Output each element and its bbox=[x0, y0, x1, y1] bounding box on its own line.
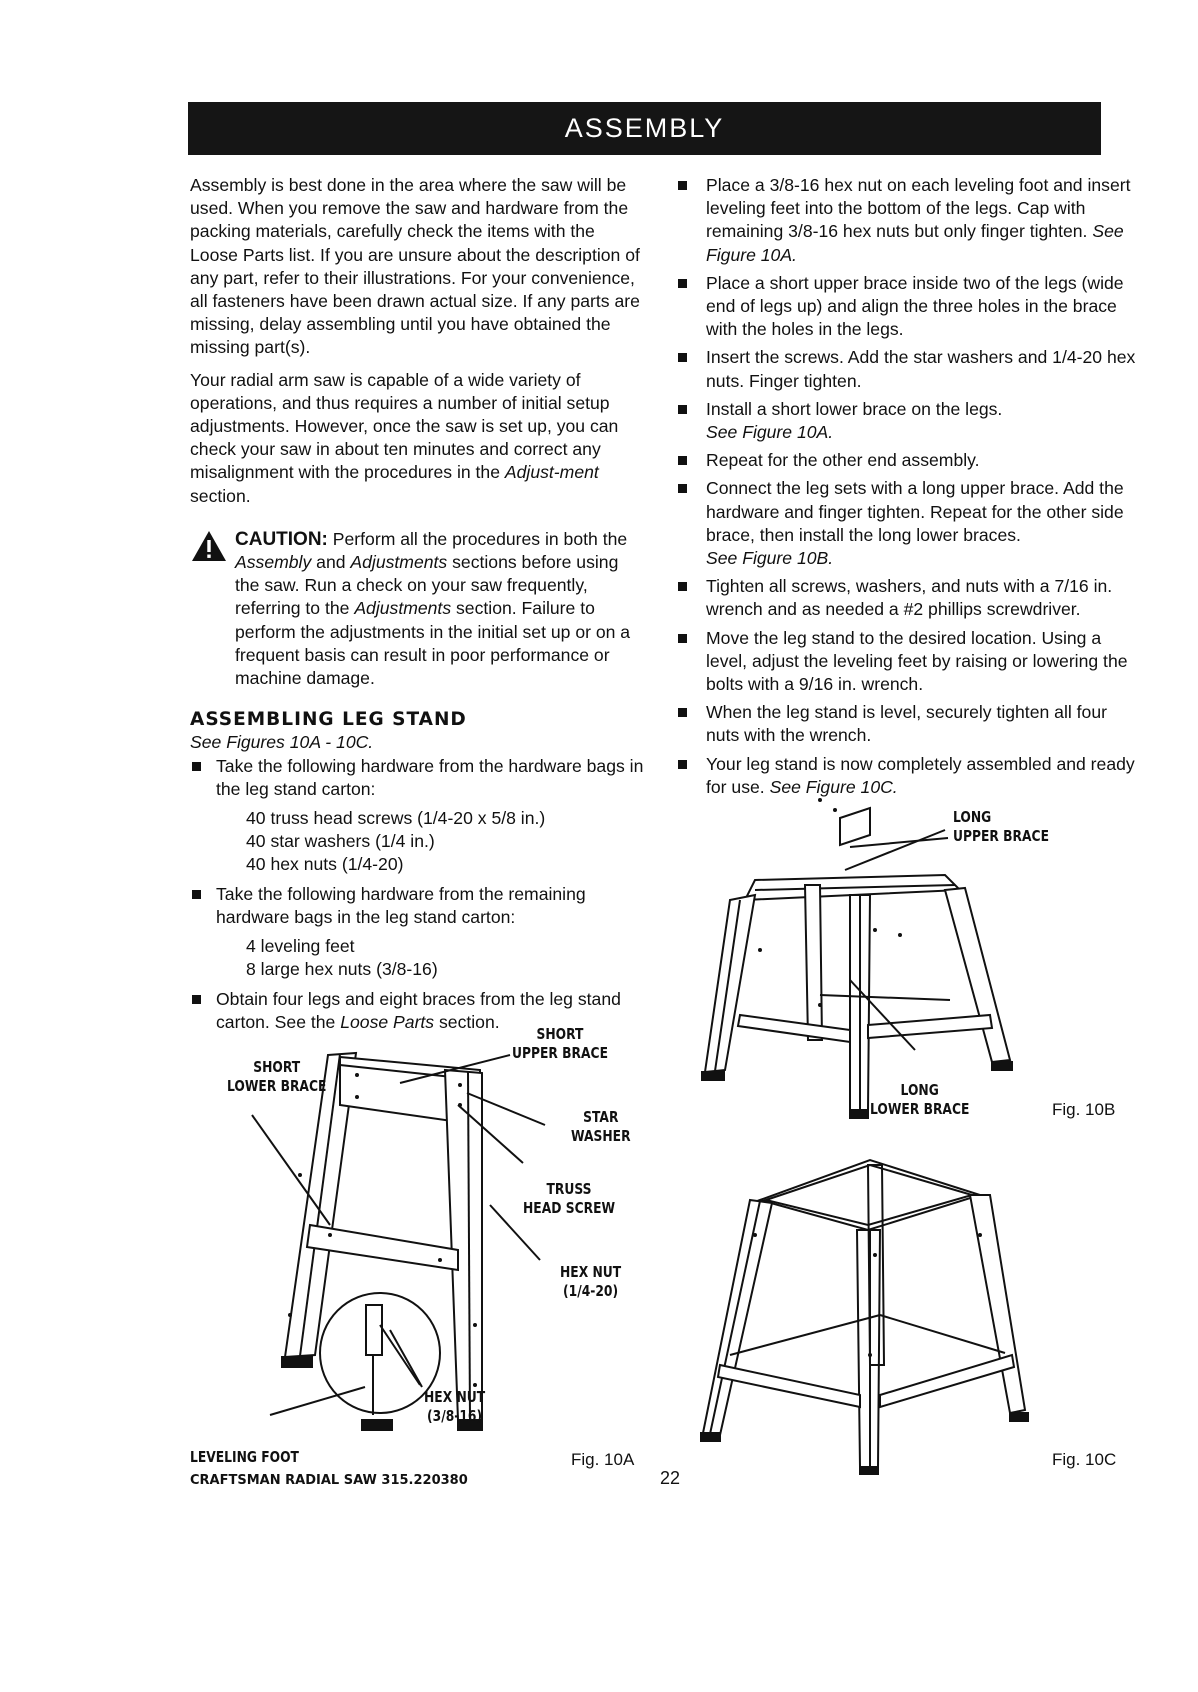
list-subitem: 8 large hex nuts (3/8-16) bbox=[246, 959, 438, 980]
text: Tighten all screws, washers, and nuts with a 7/16 in. wrench and as needed a #2 phillips screwdriver. bbox=[706, 576, 1113, 620]
label-line: SHORT bbox=[536, 1025, 584, 1043]
text: Move the leg stand to the desired location. Using a level, adjust the leveling feet by raising or lowering the bolts with a 9/16 in. wrench. bbox=[706, 627, 1128, 695]
text: Connect the leg sets with a long upper brace. Add the hardware and finger tighten. Repeat for the other side brace, then install the long lower braces. bbox=[706, 478, 1124, 545]
label-line: LOWER BRACE bbox=[227, 1077, 327, 1095]
text: Your radial arm saw is capable of a wide variety of operations, and thus requires a number of initial setup adjustments. However, once the saw is set up, you can check your saw in about ten minutes and correct any misalignment with the procedures in the bbox=[190, 369, 619, 483]
caution-block bbox=[190, 528, 645, 690]
text: Your leg stand is now completely assembled and ready for use. bbox=[706, 753, 1135, 797]
section-see-figures: See Figures 10A - 10C. bbox=[190, 732, 374, 753]
label-line: HEX NUT bbox=[424, 1388, 486, 1406]
figure-caption-10c: Fig. 10C bbox=[1052, 1450, 1117, 1469]
label-line: SHORT bbox=[253, 1058, 301, 1076]
text: Repeat for the other end assembly. bbox=[706, 450, 980, 471]
caution-heading: CAUTION: bbox=[235, 528, 328, 550]
list-item bbox=[676, 346, 1138, 392]
list-item bbox=[676, 398, 1138, 444]
list-subitem: 40 hex nuts (1/4-20) bbox=[246, 854, 404, 875]
left-bullet-list bbox=[190, 755, 645, 1034]
label-line: LONG bbox=[953, 808, 992, 826]
list-item bbox=[676, 477, 1138, 570]
label-leveling-foot: LEVELING FOOT bbox=[190, 1448, 299, 1466]
footer-model bbox=[190, 1473, 468, 1488]
list-item bbox=[190, 755, 645, 877]
label-long-lower-brace bbox=[870, 1081, 969, 1119]
text: Take the following hardware from the remaining hardware bags in the leg stand carton: bbox=[216, 883, 586, 927]
italic-text: See Figure 10A. bbox=[706, 422, 834, 443]
intro-paragraph: Assembly is best done in the area where the saw will be used. When you remove the saw and hardware from the packing materials, carefully check the items with the Loose Parts list. If you are unsure about the description of any part, refer to their illustrations. For your convenience, all fasteners have been drawn actual size. If any parts are missing, delay assembling until you have obtained the missing part(s). bbox=[190, 175, 640, 358]
left-column bbox=[190, 174, 645, 1038]
hardware-list bbox=[216, 935, 645, 981]
italic-text: Assembly bbox=[235, 552, 312, 573]
text: Insert the screws. Add the star washers and 1/4-20 hex nuts. Finger tighten. bbox=[706, 347, 1136, 391]
label-line: (1/4-20) bbox=[563, 1282, 619, 1300]
page-number: 22 bbox=[660, 1468, 681, 1488]
list-item bbox=[190, 883, 645, 982]
label-line: UPPER BRACE bbox=[953, 827, 1049, 845]
list-item bbox=[676, 575, 1138, 621]
label-line: WASHER bbox=[571, 1127, 631, 1145]
right-column bbox=[676, 174, 1138, 804]
text: Obtain four legs and eight braces from the leg stand carton. See the bbox=[216, 988, 621, 1032]
label-line: UPPER BRACE bbox=[512, 1044, 608, 1062]
label-hex-nut-1-4 bbox=[560, 1263, 621, 1301]
text: Place a 3/8-16 hex nut on each leveling foot and insert leveling feet into the bottom of the legs. Cap with remaining 3/8-16 hex nuts but only finger tighten. bbox=[706, 175, 1131, 242]
text: Take the following hardware from the hardware bags in the leg stand carton: bbox=[216, 755, 644, 799]
label-line: (3/8-16) bbox=[427, 1407, 483, 1425]
italic-text: Adjust-ment bbox=[504, 462, 599, 483]
figure-10c-assembled-stand bbox=[700, 1155, 1030, 1475]
figure-caption-10a: Fig. 10A bbox=[571, 1450, 635, 1469]
italic-text: See Figure 10A. bbox=[706, 221, 1124, 265]
model-number: RADIAL SAW 315.220380 bbox=[280, 1473, 468, 1488]
list-subitem: 4 leveling feet bbox=[246, 936, 355, 957]
section-title: ASSEMBLING LEG STAND bbox=[190, 709, 467, 731]
list-item bbox=[676, 272, 1138, 342]
figure-caption-10b: Fig. 10B bbox=[1052, 1100, 1116, 1119]
list-item bbox=[676, 174, 1138, 267]
text: When the leg stand is level, securely tighten all four nuts with the wrench. bbox=[706, 702, 1107, 746]
label-hex-nut-3-8 bbox=[424, 1388, 485, 1426]
label-line: HEX NUT bbox=[560, 1263, 622, 1281]
label-truss-head-screw bbox=[523, 1180, 615, 1218]
label-line: TRUSS bbox=[546, 1180, 592, 1198]
hardware-list bbox=[216, 807, 645, 877]
text: Place a short upper brace inside two of the legs (wide end of legs up) and align the three holes in the brace with the holes in the legs. bbox=[706, 272, 1124, 340]
brand-name: CRAFTSMAN bbox=[190, 1473, 281, 1488]
text: section. bbox=[190, 485, 251, 506]
label-line: LOWER BRACE bbox=[870, 1100, 970, 1118]
list-subitem: 40 truss head screws (1/4-20 x 5/8 in.) bbox=[246, 808, 546, 829]
italic-text: See Figure 10C. bbox=[769, 776, 898, 797]
intro-paragraph-2 bbox=[190, 369, 645, 508]
page-header: ASSEMBLY bbox=[188, 102, 1101, 155]
label-long-upper-brace bbox=[953, 808, 1049, 846]
label-line: STAR bbox=[583, 1108, 619, 1126]
list-item bbox=[676, 627, 1138, 697]
label-line: HEAD SCREW bbox=[523, 1199, 616, 1217]
text: section. Failure to perform the adjustments in the initial set up or on a frequent basis can result in poor performance or machine damage. bbox=[235, 598, 631, 689]
italic-text: See Figure 10B. bbox=[706, 548, 834, 569]
label-star-washer bbox=[571, 1108, 631, 1146]
list-item bbox=[676, 701, 1138, 747]
list-item bbox=[676, 449, 1138, 472]
text: Perform all the procedures in both the bbox=[327, 528, 628, 549]
label-line: LONG bbox=[900, 1081, 939, 1099]
label-short-lower-brace bbox=[227, 1058, 326, 1096]
label-short-upper-brace bbox=[512, 1025, 608, 1063]
text: and bbox=[311, 552, 351, 573]
italic-text: Adjustments bbox=[350, 552, 448, 573]
right-bullet-list bbox=[676, 174, 1138, 799]
italic-text: Adjustments bbox=[354, 598, 452, 619]
text: sections before using the saw. Run a check on your saw frequently, referring to the bbox=[235, 552, 619, 619]
warning-icon bbox=[191, 530, 227, 562]
text: section. bbox=[434, 1011, 500, 1032]
list-subitem: 40 star washers (1/4 in.) bbox=[246, 831, 435, 852]
italic-text: Loose Parts bbox=[340, 1011, 435, 1032]
text: Install a short lower brace on the legs. bbox=[706, 398, 1003, 419]
